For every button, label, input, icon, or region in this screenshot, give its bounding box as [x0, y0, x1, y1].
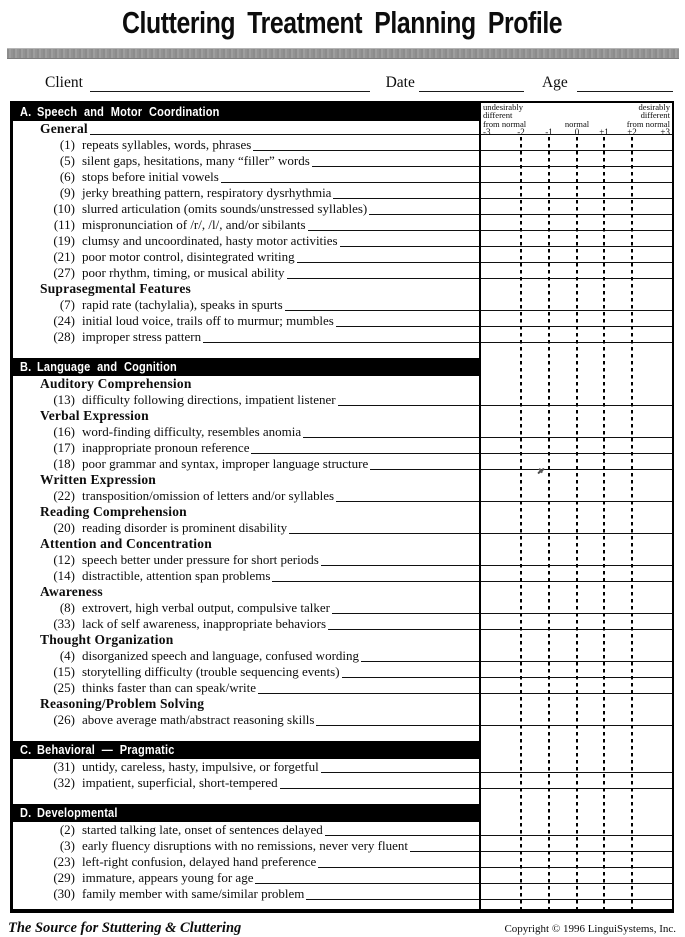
item-description: initial loud voice, trails off to murmur; mumbles [82, 313, 334, 328]
age-field-label: Age [541, 74, 568, 91]
spacer [191, 281, 672, 297]
blank-line[interactable] [285, 297, 672, 311]
blank-line[interactable] [342, 664, 672, 678]
item-row-33 [13, 616, 672, 632]
item-number: (26) [53, 712, 75, 727]
item-row-31 [13, 759, 672, 775]
item-description: silent gaps, hesitations, many “filler” words [82, 153, 310, 168]
item-row-7 [13, 297, 672, 313]
scale-tick-+1: +1 [599, 127, 609, 138]
scale-right-label-3: from normal [626, 118, 670, 129]
section-header-label: C. Behavioral — Pragmatic [20, 743, 175, 757]
spacer [192, 376, 672, 392]
subheader-row-suprasegmental-features [13, 281, 672, 297]
blank-line[interactable] [318, 854, 672, 868]
item-description: impatient, superficial, short-tempered [82, 775, 278, 790]
section-header-language-and-cognition [13, 358, 481, 376]
client-field-label: Client [45, 74, 83, 91]
item-row-23 [13, 854, 672, 870]
item-number: (9) [59, 185, 75, 200]
item-row-22 [13, 488, 672, 504]
blank-line[interactable] [306, 886, 672, 900]
subheader-label: Attention and Concentration [40, 536, 212, 551]
item-row-21 [13, 249, 672, 265]
blank-line[interactable] [370, 456, 672, 470]
subheader-row-attention-and-concentration [13, 536, 672, 552]
item-description: word-finding difficulty, resembles anomia [82, 424, 302, 439]
blank-line[interactable] [410, 838, 672, 852]
blank-line[interactable] [221, 169, 672, 183]
item-description: clumsy and uncoordinated, hasty motor activities [82, 233, 338, 248]
item-description: jerky breathing pattern, respiratory dysrhythmia [82, 185, 332, 200]
item-description: rapid rate (tachylalia), speaks in spurts [82, 297, 283, 312]
item-number: (18) [53, 456, 75, 471]
blank-line[interactable] [328, 616, 672, 630]
item-number: (11) [53, 217, 75, 232]
item-description: slurred articulation (omits sounds/unstressed syllables) [82, 201, 368, 216]
section-header-behavioral-pragmatic [13, 741, 481, 759]
item-row-25 [13, 680, 672, 696]
item-row-28 [13, 329, 672, 345]
blank-line[interactable] [316, 712, 672, 726]
blank-line[interactable] [303, 424, 672, 438]
item-number: (8) [59, 600, 75, 615]
item-row-30 [13, 886, 672, 902]
item-description: mispronunciation of /r/, /l/, and/or sibilants [82, 217, 306, 232]
scale-tick-+3: +3 [660, 127, 670, 138]
date-field-line[interactable] [419, 76, 524, 92]
item-row-9 [13, 185, 672, 201]
blank-line[interactable] [297, 249, 672, 263]
copyright-notice: Copyright © 1996 LinguiSystems, Inc. [504, 923, 676, 935]
item-description: started talking late, onset of sentences delayed [82, 822, 323, 837]
section-header-label: A. Speech and Motor Coordination [20, 105, 220, 119]
item-number: (29) [53, 870, 75, 885]
item-number: (13) [53, 392, 75, 407]
item-row-11 [13, 217, 672, 233]
item-row-29 [13, 870, 672, 886]
section-header-speech-and-motor-coordination [13, 103, 481, 121]
item-description: transposition/omission of letters and/or syllables [82, 488, 335, 503]
item-row-6 [13, 169, 672, 185]
item-row-1 [13, 137, 672, 153]
item-description: lack of self awareness, inappropriate behaviors [82, 616, 327, 631]
item-row-3 [13, 838, 672, 854]
item-description: above average math/abstract reasoning skills [82, 712, 315, 727]
item-description: stops before initial vowels [82, 169, 219, 184]
item-row-8 [13, 600, 672, 616]
spacer [204, 696, 672, 712]
scale-left-label-1: undesirably [483, 102, 524, 112]
source-book-title: The Source for Stuttering & Cluttering [8, 920, 242, 936]
blank-line[interactable] [361, 648, 672, 662]
scale-tick-+2: +2 [627, 127, 637, 138]
subheader-label: General [40, 121, 88, 136]
scale-tick-labels [481, 128, 672, 137]
scale-tick--3: -3 [483, 127, 491, 138]
blank-line[interactable] [321, 759, 672, 773]
blank-line[interactable] [289, 520, 672, 534]
item-description: repeats syllables, words, phrases [82, 137, 252, 152]
item-description: poor grammar and syntax, improper language structure [82, 456, 369, 471]
item-number: (28) [53, 329, 75, 344]
item-description: reading disorder is prominent disability [82, 520, 288, 535]
item-number: (14) [53, 568, 75, 583]
section-gap [13, 345, 672, 358]
section-header-developmental [13, 804, 481, 822]
blank-line[interactable] [321, 552, 672, 566]
scale-right-label-2: different [640, 110, 670, 121]
sections-container [13, 103, 672, 902]
age-field-line[interactable] [577, 76, 673, 92]
item-row-15 [13, 664, 672, 680]
item-number: (23) [53, 854, 75, 869]
item-number: (12) [53, 552, 75, 567]
subheader-label: Reasoning/Problem Solving [40, 696, 205, 711]
blank-line[interactable] [333, 185, 672, 199]
item-number: (5) [59, 153, 75, 168]
page-footer [8, 920, 676, 937]
subheader-label: Reading Comprehension [40, 504, 187, 519]
blank-line[interactable] [258, 680, 672, 694]
scale-tick--1: -1 [545, 127, 553, 138]
item-row-10 [13, 201, 672, 217]
item-description: disorganized speech and language, confused wording [82, 648, 360, 663]
item-row-27 [13, 265, 672, 281]
profile-grid [10, 101, 674, 913]
scale-tick--2: -2 [517, 127, 525, 138]
item-row-5 [13, 153, 672, 169]
item-number: (19) [53, 233, 75, 248]
item-number: (7) [59, 297, 75, 312]
item-number: (10) [53, 201, 75, 216]
item-number: (3) [59, 838, 75, 853]
blank-line[interactable] [308, 217, 672, 231]
spacer [149, 408, 672, 424]
blank-line[interactable] [253, 137, 672, 151]
item-description: family member with same/similar problem [82, 886, 305, 901]
blank-line[interactable] [280, 775, 672, 789]
subheader-row-reasoning-problem-solving [13, 696, 672, 712]
subheader-label: Awareness [40, 584, 103, 599]
section-gap [13, 791, 672, 804]
item-row-19 [13, 233, 672, 249]
item-number: (33) [53, 616, 75, 631]
blank-line[interactable] [255, 870, 672, 884]
client-field-line[interactable] [90, 76, 370, 92]
item-number: (31) [53, 759, 75, 774]
item-description: immature, appears young for age [82, 870, 254, 885]
item-number: (4) [59, 648, 75, 663]
item-row-14 [13, 568, 672, 584]
subheader-label: Verbal Expression [40, 408, 149, 423]
item-number: (24) [53, 313, 75, 328]
item-description: thinks faster than can speak/write [82, 680, 256, 695]
item-row-12 [13, 552, 672, 568]
item-number: (25) [53, 680, 75, 695]
item-row-20 [13, 520, 672, 536]
subheader-label: Written Expression [40, 472, 156, 487]
blank-line[interactable] [338, 392, 672, 406]
rating-scale-header [481, 103, 672, 137]
subheader-label: Suprasegmental Features [40, 281, 191, 296]
blank-line[interactable] [287, 265, 672, 279]
section-header-label: D. Developmental [20, 806, 118, 820]
spacer [103, 584, 672, 600]
item-description: untidy, careless, hasty, impulsive, or forgetful [82, 759, 319, 774]
scale-normal-label: normal [564, 118, 590, 129]
item-row-17 [13, 440, 672, 456]
item-row-2 [13, 822, 672, 838]
blank-line[interactable] [369, 201, 672, 215]
item-row-18 [13, 456, 672, 472]
item-description: storytelling difficulty (trouble sequencing events) [82, 664, 340, 679]
item-number: (17) [53, 440, 75, 455]
title-divider-bar [7, 48, 679, 59]
spacer [212, 536, 672, 552]
subheader-row-verbal-expression [13, 408, 672, 424]
spacer [187, 504, 672, 520]
item-description: early fluency disruptions with no remissions, never very fluent [82, 838, 409, 853]
item-description: improper stress pattern [82, 329, 202, 344]
item-row-24 [13, 313, 672, 329]
item-number: (22) [53, 488, 75, 503]
item-row-16 [13, 424, 672, 440]
item-row-13 [13, 392, 672, 408]
item-number: (32) [53, 775, 75, 790]
item-number: (15) [53, 664, 75, 679]
spacer [173, 632, 672, 648]
item-row-32 [13, 775, 672, 791]
item-number: (6) [59, 169, 75, 184]
blank-line[interactable] [251, 440, 672, 454]
blank-line[interactable] [312, 153, 672, 167]
subheader-row-auditory-comprehension [13, 376, 672, 392]
scale-right-label-1: desirably [638, 102, 670, 112]
page-header [0, 0, 685, 47]
date-field-label: Date [385, 74, 415, 91]
item-number: (16) [53, 424, 75, 439]
section-header-label: B. Language and Cognition [20, 360, 177, 374]
blank-line[interactable] [336, 488, 672, 502]
subheader-row-thought-organization [13, 632, 672, 648]
item-row-26 [13, 712, 672, 728]
item-description: left-right confusion, delayed hand preference [82, 854, 317, 869]
subheader-row-awareness [13, 584, 672, 600]
item-description: poor rhythm, timing, or musical ability [82, 265, 285, 280]
item-description: extrovert, high verbal output, compulsive talker [82, 600, 331, 615]
subheader-row-reading-comprehension [13, 504, 672, 520]
item-description: difficulty following directions, impatient listener [82, 392, 336, 407]
subheader-label: Thought Organization [40, 632, 174, 647]
identification-fields [45, 72, 673, 92]
blank-line[interactable] [325, 822, 672, 836]
item-row-4 [13, 648, 672, 664]
item-number: (30) [53, 886, 75, 901]
item-number: (27) [53, 265, 75, 280]
section-gap [13, 728, 672, 741]
item-description: speech better under pressure for short periods [82, 552, 319, 567]
item-description: poor motor control, disintegrated writing [82, 249, 295, 264]
scale-tick-0: 0 [574, 127, 580, 138]
item-description: distractible, attention span problems [82, 568, 271, 583]
blank-line[interactable] [332, 600, 672, 614]
spacer [156, 472, 672, 488]
item-number: (2) [59, 822, 75, 837]
blank-line[interactable] [336, 313, 672, 327]
blank-line[interactable] [340, 233, 672, 247]
item-description: inappropriate pronoun reference [82, 440, 250, 455]
scale-left-label-2: different [483, 110, 513, 121]
subheader-row-written-expression [13, 472, 672, 488]
blank-line[interactable] [272, 568, 672, 582]
item-number: (20) [53, 520, 75, 535]
item-number: (1) [59, 137, 75, 152]
subheader-label: Auditory Comprehension [40, 376, 192, 391]
page-title: Cluttering Treatment Planning Profile [122, 5, 563, 40]
scale-left-label-3: from normal [483, 118, 527, 129]
blank-line[interactable] [203, 329, 672, 343]
item-number: (21) [53, 249, 75, 264]
